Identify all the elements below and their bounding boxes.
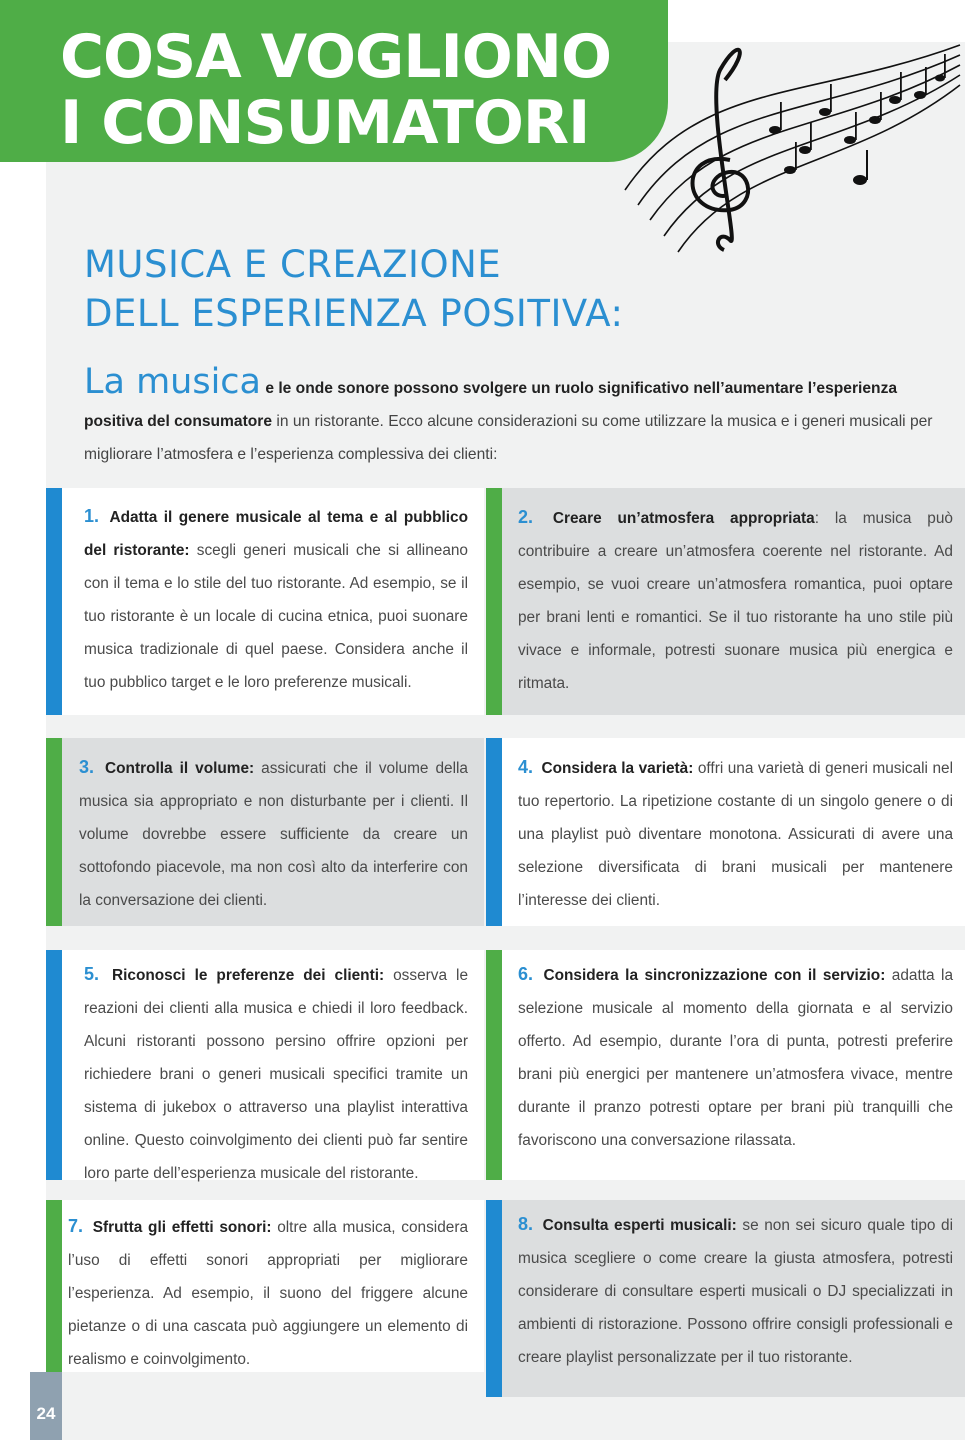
page-title	[60, 24, 660, 156]
title-line-2: I CONSUMATORI	[60, 88, 590, 158]
section-title-line-2: DELL ESPERIENZA POSITIVA:	[84, 292, 624, 335]
tip-number: 7.	[68, 1216, 84, 1236]
tip-card-3	[46, 738, 484, 926]
tip-card-5	[46, 950, 484, 1180]
title-line-1: COSA VOGLIONO	[60, 22, 611, 92]
intro-rest: in un ristorante. Ecco alcune considerazioni su come utilizzare la musica e i generi musicali per migliorare l’atmosfera e l’esperienza complessiva dei clienti:	[84, 413, 933, 463]
section-title-line-1: MUSICA E CREAZIONE	[84, 243, 502, 286]
tip-card-2	[486, 488, 965, 715]
tip-body: : la musica può contribuire a creare un’atmosfera coerente nel ristorante. Ad esempio, se vuoi creare un’atmosfera romantica, puoi optare per brani lenti e romantici. Se il tuo ristorante ha uno stile più vivace e informale, potresti suonare musica più energica e ritmata.	[518, 510, 953, 692]
tip-body: osserva le reazioni dei clienti alla musica e chiedi il loro feedback. Alcuni ristoranti possono persino offrire opzioni per richiedere brani o generi musicali specifici tramite un sistema di jukebox o attraverso una playlist interattiva online. Questo coinvolgimento dei clienti può far sentire loro parte dell’esperienza musicale del ristorante.	[84, 967, 468, 1182]
tip-body: scegli generi musicali che si allineano con il tema e lo stile del tuo ristorante. Ad esempio, se il tuo ristorante è un locale di cucina etnica, puoi suonare musica tradizionale di quel paese. Considera anche il tuo pubblico target e le loro preferenze musicali.	[84, 542, 468, 691]
tip-number: 6.	[518, 964, 534, 984]
intro-bold: e le onde sonore possono svolgere un ruolo significativo nell’aumentare l’esperienza positiva del consumatore	[84, 380, 898, 430]
section-title	[84, 240, 623, 338]
tip-number: 1.	[84, 506, 100, 526]
tip-body: assicurati che il volume della musica sia appropriato e non disturbante per i clienti. Il volume dovrebbe essere sufficiente da creare un sottofondo piacevole, ma non così alto da interferire con la conversazione dei clienti.	[79, 760, 468, 909]
tip-text	[84, 500, 468, 699]
tip-text	[79, 751, 468, 917]
tip-number: 3.	[79, 757, 95, 777]
tip-card-1	[46, 488, 484, 715]
tip-card-8	[486, 1200, 965, 1397]
intro-paragraph	[84, 362, 946, 471]
tip-text	[68, 1210, 468, 1376]
tip-title: Controlla il volume:	[105, 760, 255, 777]
tip-card-4	[486, 738, 965, 926]
header-banner	[0, 0, 668, 162]
tip-number: 4.	[518, 757, 534, 777]
tip-title: Adatta il genere musicale al tema e al pubblico del ristorante:	[84, 509, 468, 559]
tip-body: adatta la selezione musicale al momento della giornata e al servizio offerto. Ad esempio, durante l’ora di punta, potresti preferire brani più energici per mantenere un’atmosfera vivace, mentre durante il pranzo potresti optare per brani più tranquilli che favoriscono una conversazione rilassata.	[518, 967, 954, 1149]
tip-number: 8.	[518, 1214, 534, 1234]
tip-title: Considera la varietà:	[541, 760, 694, 777]
page-number: 24	[36, 1404, 56, 1423]
tip-number: 5.	[84, 964, 100, 984]
tip-number: 2.	[518, 507, 534, 527]
tip-card-6	[486, 950, 965, 1180]
tip-title: Creare un’atmosfera appropriata	[552, 510, 815, 527]
tip-text	[518, 751, 953, 917]
tip-text	[518, 501, 953, 700]
tip-title: Sfrutta gli effetti sonori:	[92, 1219, 272, 1236]
tip-body: se non sei sicuro quale tipo di musica scegliere o come creare la giusta atmosfera, potresti considerare di consultare esperti musicali o DJ specializzati in ambienti di ristorazione. Possono offrire consigli professionali e creare playlist personalizzate per il tuo ristorante.	[518, 1217, 954, 1366]
intro-lead: La musica	[84, 362, 261, 402]
tip-text	[518, 958, 953, 1157]
tip-body: offri una varietà di generi musicali nel tuo repertorio. La ripetizione costante di un singolo genere o di una playlist può diventare monotona. Assicurati di avere una selezione diversificata di brani musicali per mantenere l’interesse dei clienti.	[518, 760, 954, 909]
tip-title: Riconosci le preferenze dei clienti:	[112, 967, 385, 984]
tip-body: oltre alla musica, considera l’uso di effetti sonori appropriati per migliorare l’esperienza. Ad esempio, il suono del friggere alcune pietanze o di una cascata può aggiungere un elemento di realismo e coinvolgimento.	[68, 1219, 468, 1368]
tip-title: Considera la sincronizzazione con il servizio:	[543, 967, 886, 984]
tip-text	[84, 958, 468, 1190]
tip-title: Consulta esperti musicali:	[542, 1217, 737, 1234]
tip-text	[518, 1208, 953, 1374]
tip-card-7	[46, 1200, 484, 1372]
treble-clef-music-staff-icon	[620, 40, 965, 260]
